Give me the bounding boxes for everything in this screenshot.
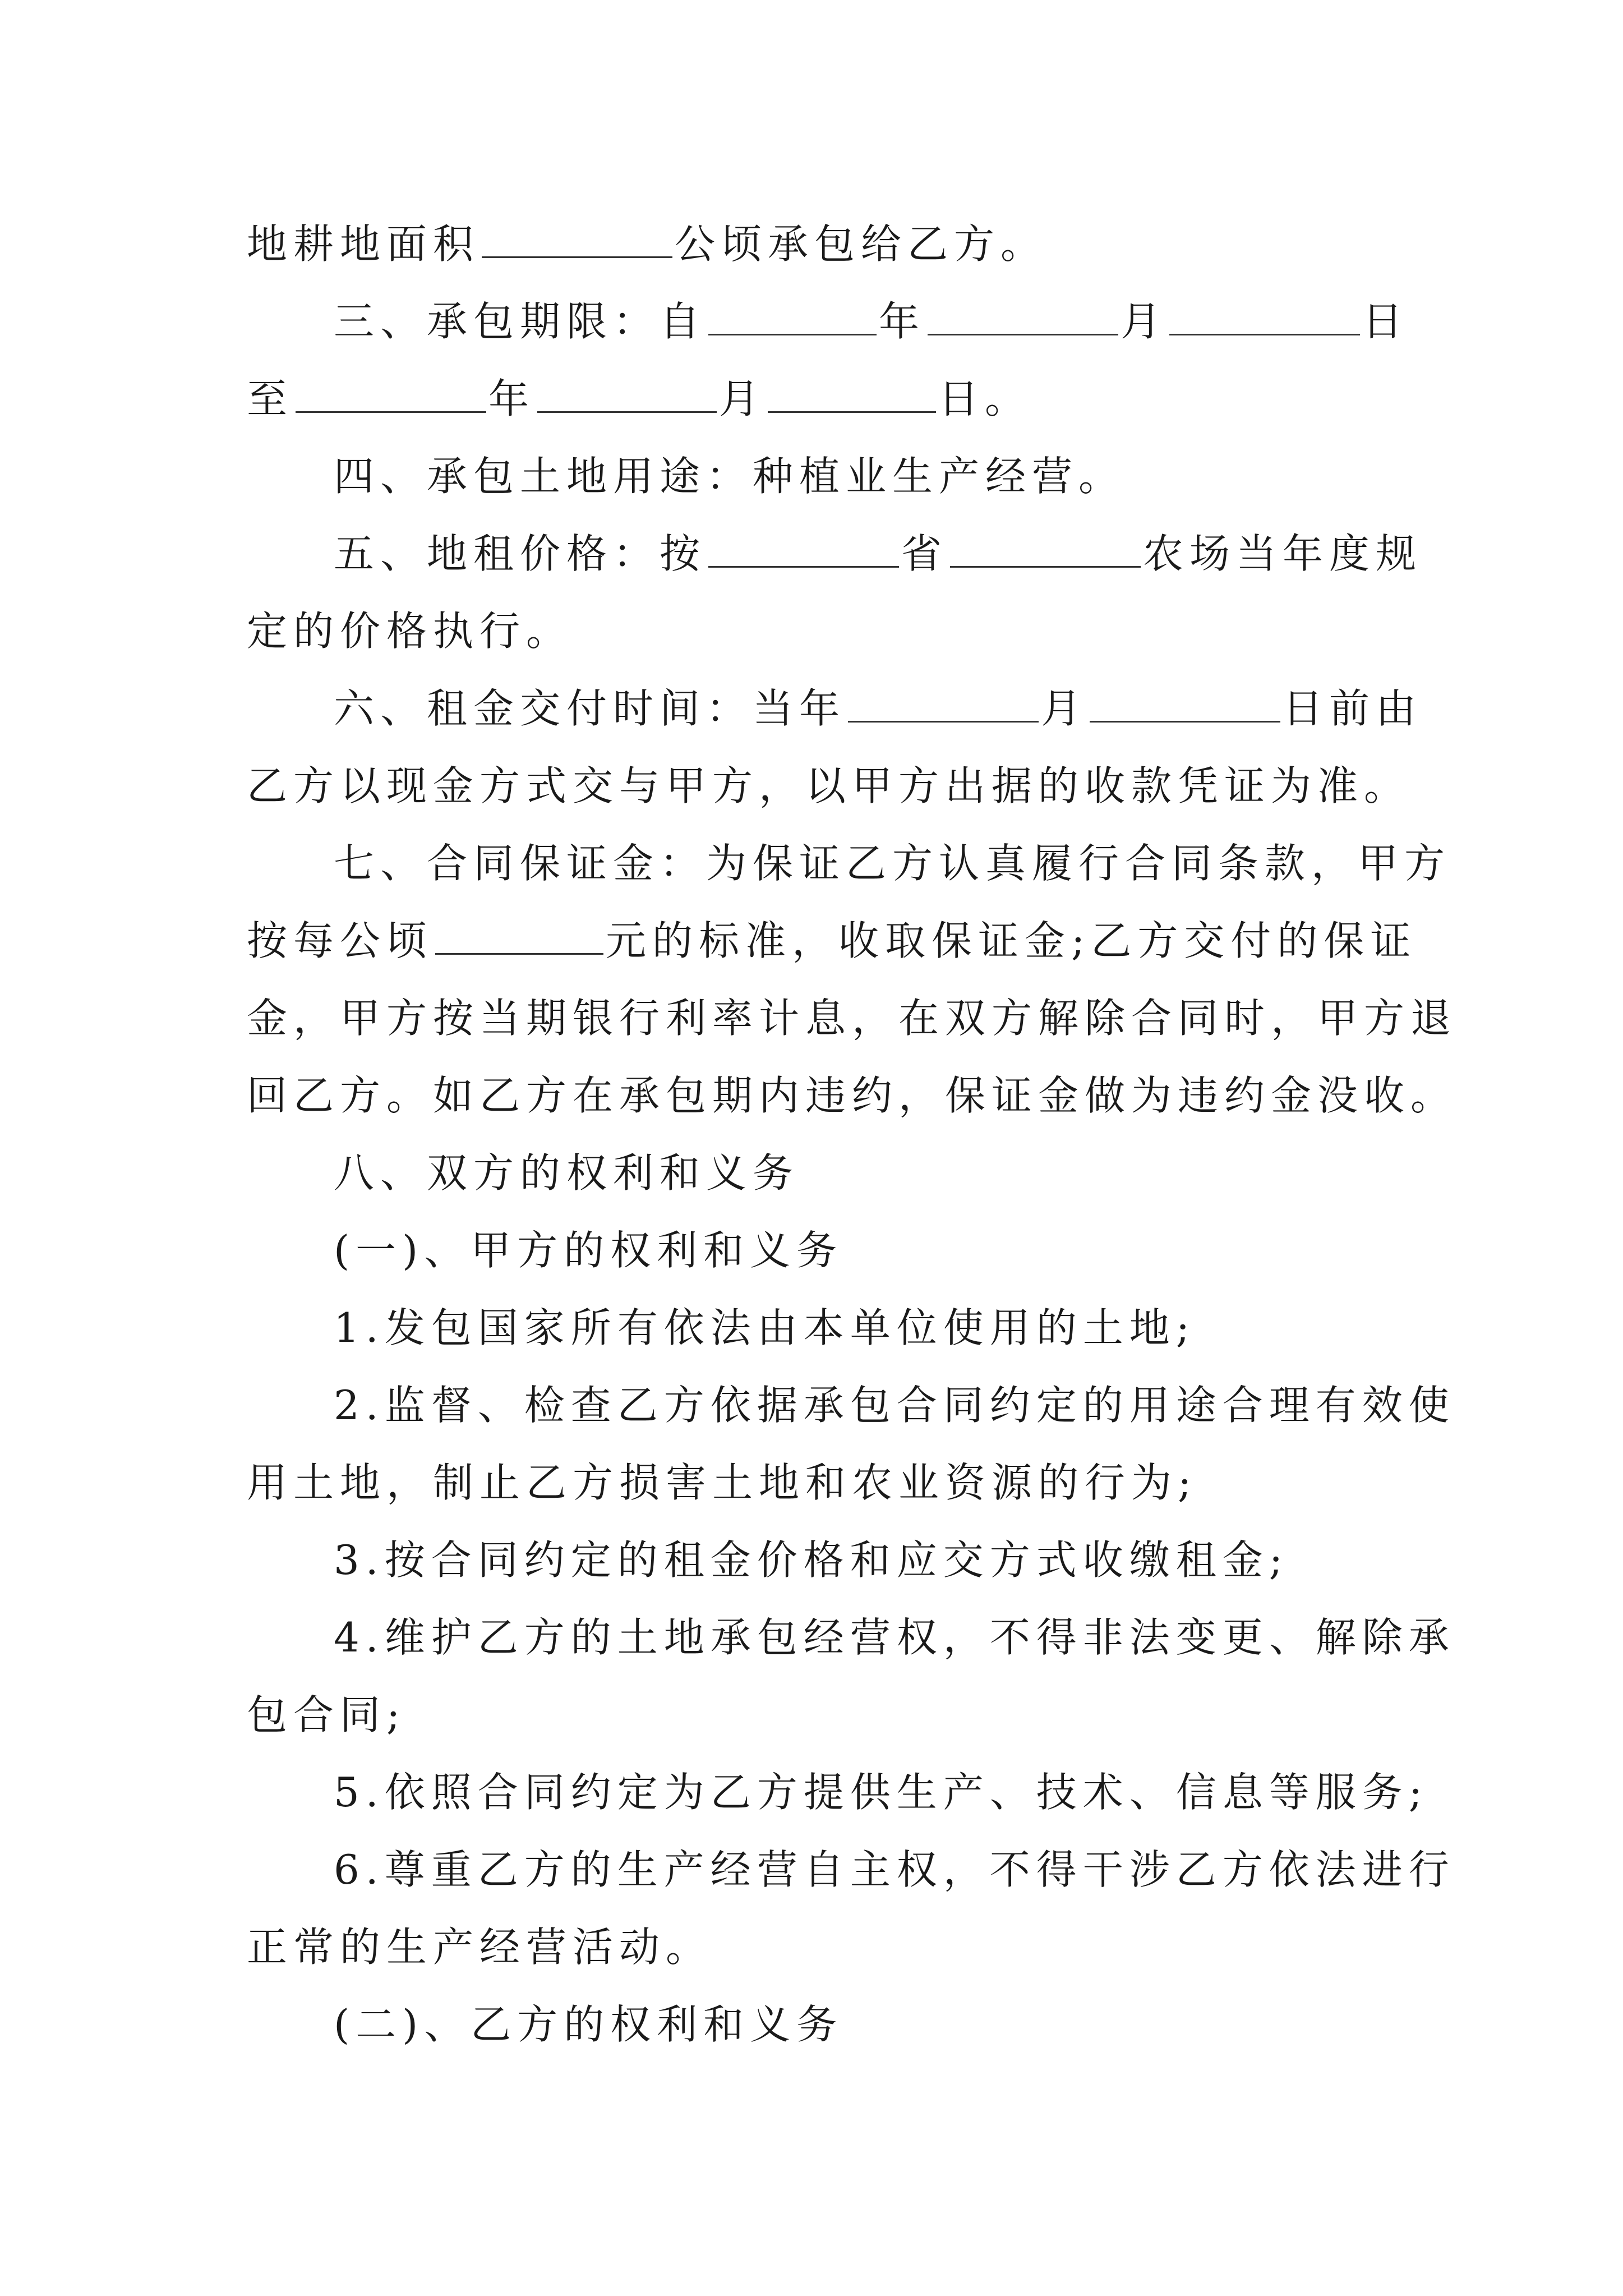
text-span: 年: [879, 298, 926, 345]
text-line: [334, 445, 1125, 507]
text-line: [247, 368, 1031, 430]
text-line: [247, 1065, 1457, 1126]
text-span: 按每公顷: [247, 917, 434, 964]
text-span: 八、双方的权利和义务: [334, 1149, 800, 1197]
text-line: [247, 600, 573, 662]
text-span: (二)、乙方的权利和义务: [334, 2001, 843, 2048]
text-span: 用土地，制止乙方损害土地和农业资源的行为;: [247, 1459, 1198, 1506]
text-span: 日前由: [1283, 685, 1423, 732]
text-span: 正常的生产经营活动。: [247, 1924, 713, 1971]
text-span: 5.依照合同约定为乙方提供生产、技术、信息等服务;: [334, 1769, 1428, 1816]
text-span: 日: [1362, 298, 1409, 345]
text-span: 6.尊重乙方的生产经营自主权，不得干涉乙方依法进行: [334, 1846, 1455, 1893]
list-item: [334, 1761, 1428, 1823]
text-span: 地耕地面积: [247, 220, 480, 268]
text-span: 三、承包期限：自: [334, 298, 707, 345]
fill-blank: [708, 329, 877, 335]
text-span: 七、合同保证金：为保证乙方认真履行合同条款，甲方: [334, 840, 1451, 887]
text-span: 六、租金交付时间：当年: [334, 685, 846, 732]
text-span: 包合同;: [247, 1691, 407, 1738]
text-line: [334, 678, 1422, 739]
fill-blank: [950, 562, 1141, 568]
text-span: 月: [1121, 298, 1168, 345]
fill-blank: [708, 562, 899, 568]
fill-blank: [537, 407, 717, 413]
text-span: 月: [1041, 685, 1088, 732]
fill-blank: [1169, 329, 1360, 335]
text-span: 五、地租价格：按: [334, 530, 707, 577]
text-line: [247, 213, 1047, 275]
fill-blank: [482, 252, 672, 258]
text-span: 日。: [938, 375, 1032, 422]
text-line: [247, 1916, 712, 1978]
subsection-heading: [334, 1994, 843, 2055]
fill-blank: [435, 949, 603, 955]
text-line: [334, 291, 1409, 352]
text-line: [247, 755, 1410, 817]
text-span: 1.发包国家所有依法由本单位使用的土地;: [334, 1304, 1196, 1351]
text-span: (一)、甲方的权利和义务: [334, 1227, 843, 1274]
text-line: [247, 1452, 1197, 1513]
subsection-heading: [334, 1220, 843, 1281]
text-line: [247, 1684, 406, 1746]
list-item: [334, 1839, 1455, 1901]
list-item: [334, 1607, 1455, 1668]
fill-blank: [928, 329, 1118, 335]
text-span: 定的价格执行。: [247, 608, 573, 655]
text-span: 省: [901, 530, 948, 577]
text-span: 回乙方。如乙方在承包期内违约，保证金做为违约金没收。: [247, 1072, 1458, 1119]
text-line: [247, 910, 1417, 972]
fill-blank: [848, 716, 1039, 723]
list-item: [334, 1529, 1289, 1591]
text-span: 3.按合同约定的租金价格和应交方式收缴租金;: [334, 1536, 1289, 1584]
fill-blank: [768, 407, 936, 413]
text-span: 年: [488, 375, 536, 422]
text-span: 元的标准，收取保证金;乙方交付的保证: [606, 917, 1417, 964]
list-item: [334, 1374, 1455, 1436]
fill-blank: [296, 407, 486, 413]
text-span: 公顷承包给乙方。: [675, 220, 1048, 268]
list-item: [334, 1297, 1196, 1359]
text-span: 金，甲方按当期银行利率计息，在双方解除合同时，甲方退: [247, 995, 1458, 1042]
text-span: 2.监督、检查乙方依据承包合同约定的用途合理有效使: [334, 1382, 1455, 1429]
text-line: [334, 523, 1422, 585]
text-span: 四、承包土地用途：种植业生产经营。: [334, 453, 1126, 500]
text-span: 4.维护乙方的土地承包经营权，不得非法变更、解除承: [334, 1614, 1455, 1661]
text-line: [334, 832, 1451, 894]
text-line: [247, 987, 1457, 1049]
fill-blank: [1090, 716, 1280, 723]
text-span: 农场当年度规: [1143, 530, 1423, 577]
text-span: 至: [247, 375, 294, 422]
section-heading: [334, 1142, 799, 1204]
text-span: 月: [719, 375, 766, 422]
text-span: 乙方以现金方式交与甲方，以甲方出据的收款凭证为准。: [247, 762, 1411, 809]
